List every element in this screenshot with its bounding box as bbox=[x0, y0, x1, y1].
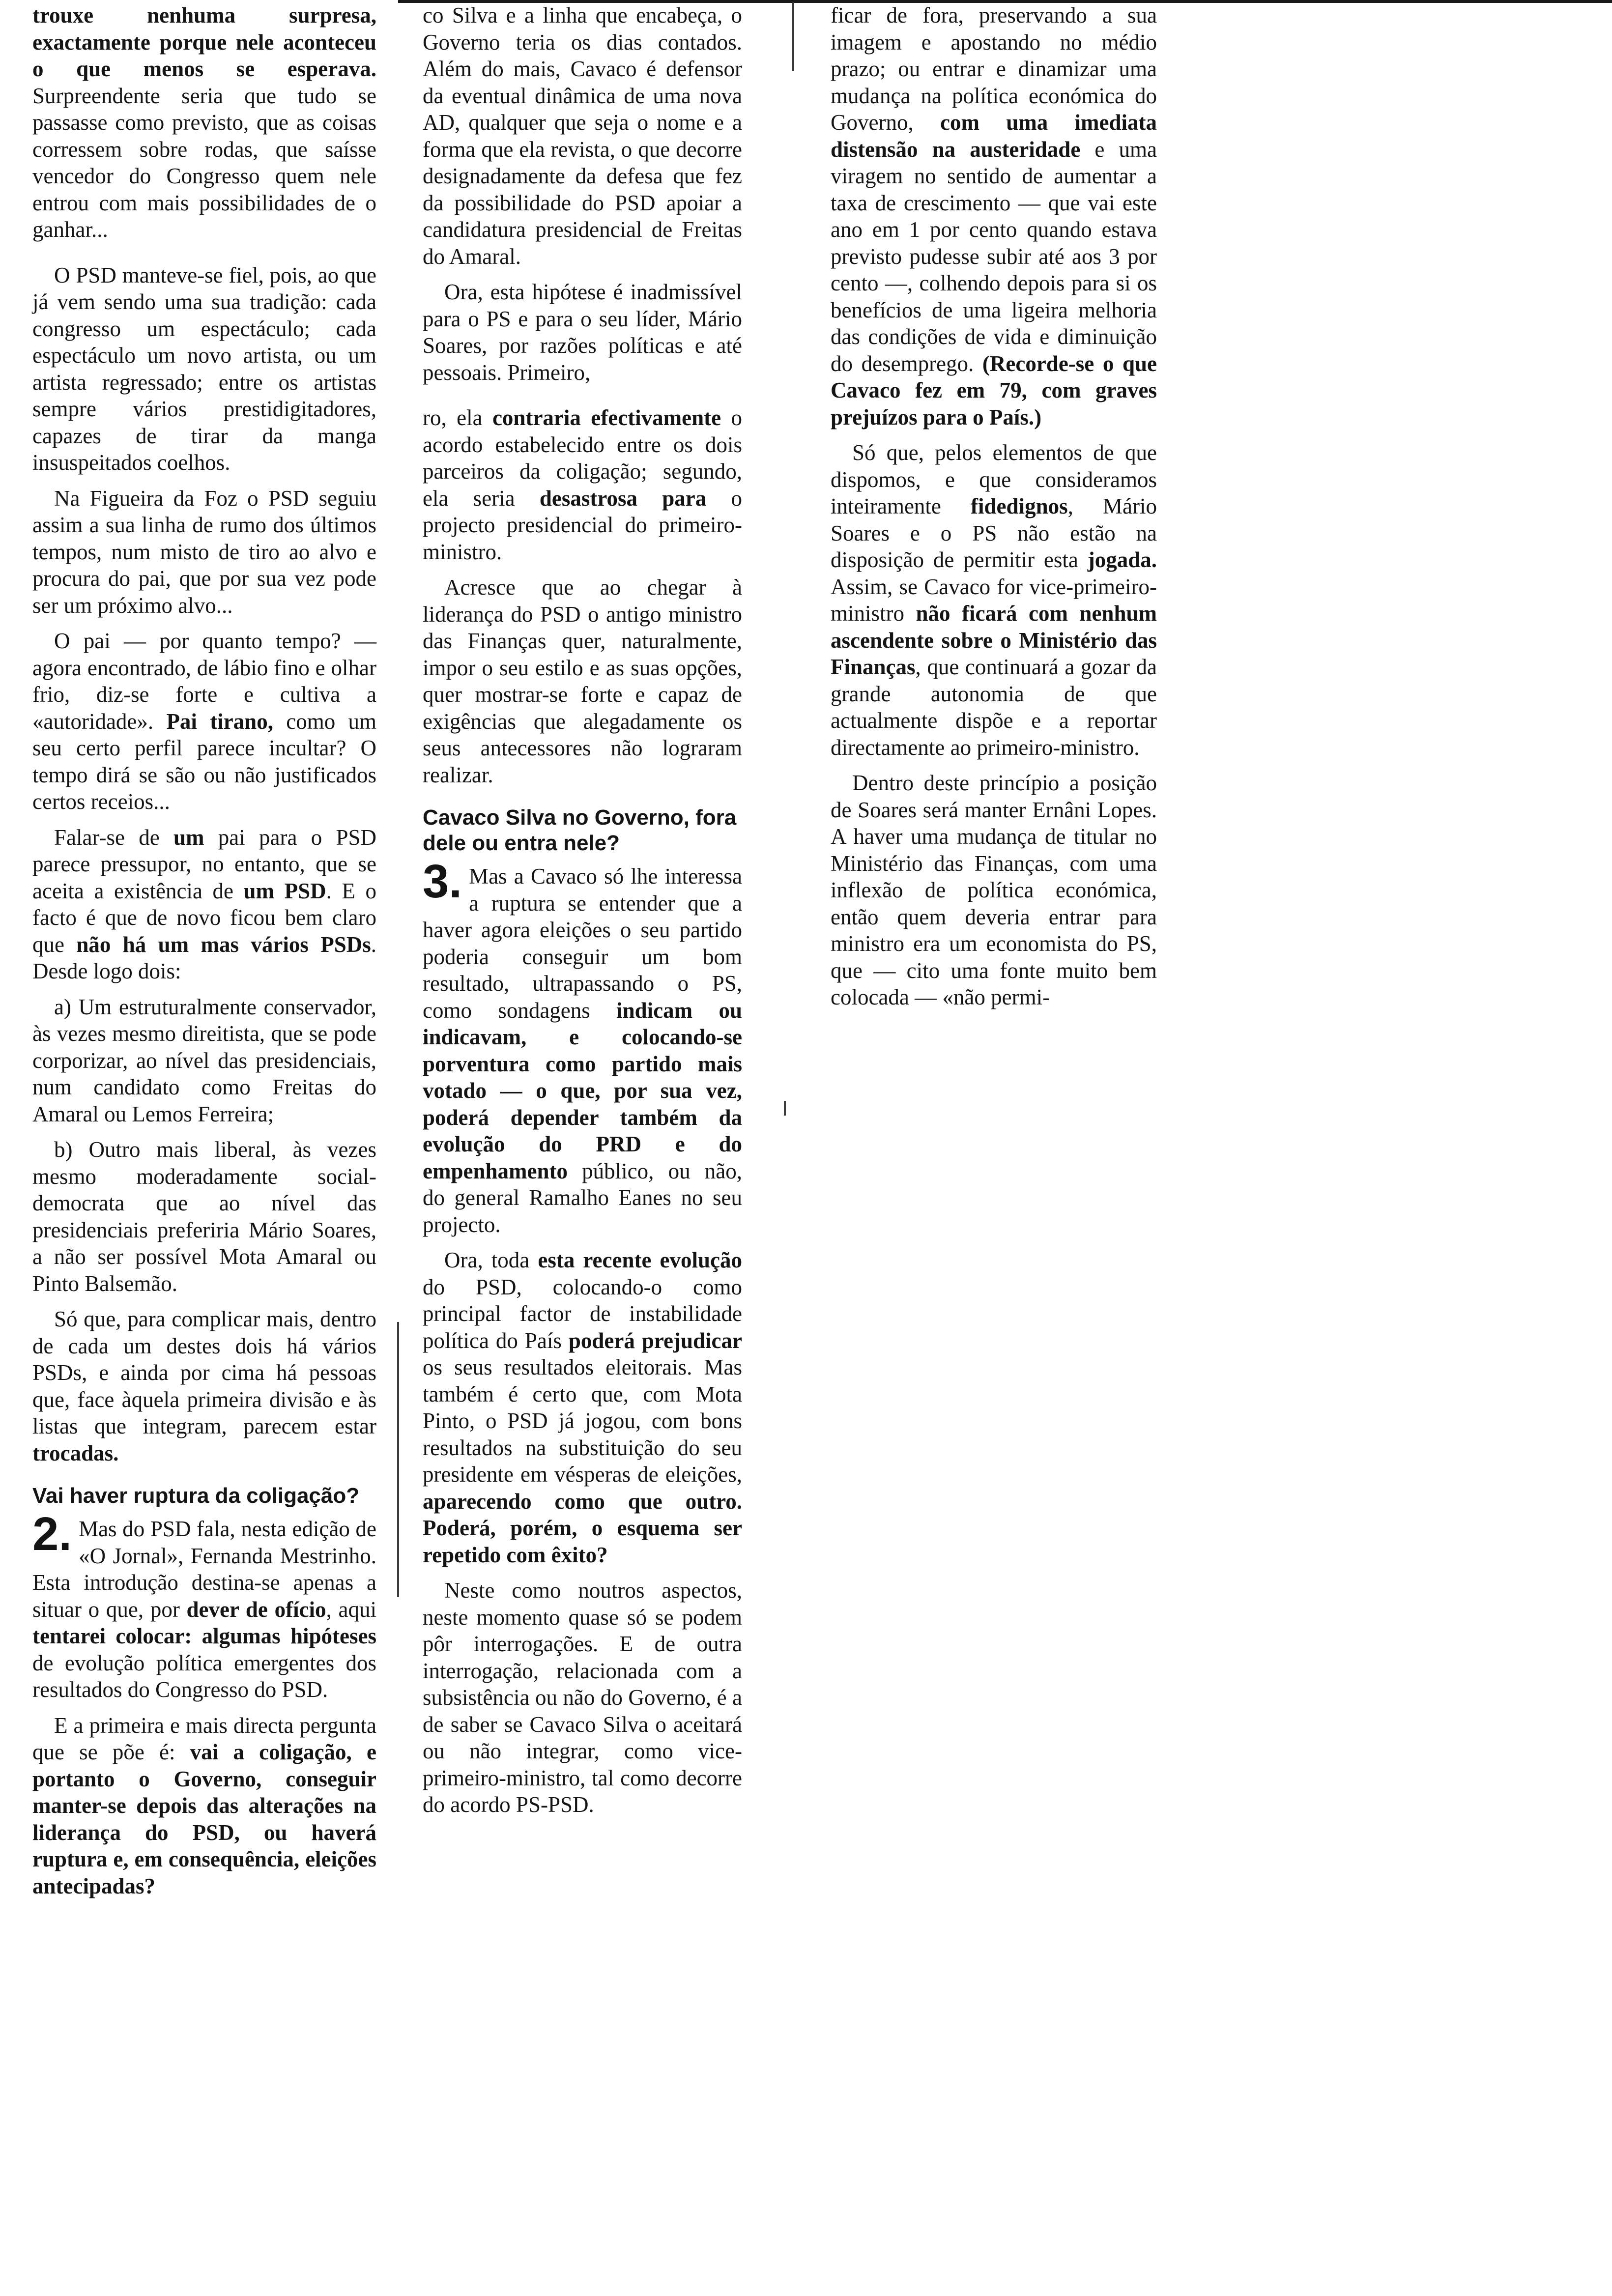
text: Surpreendente seria que tudo se passasse como previsto, que as coisas corressem sobre rodas, que saísse vencedor do Congresso quem nele entrou com mais possibilidades de o ganhar... bbox=[32, 83, 376, 242]
column-rule bbox=[784, 1101, 786, 1116]
paragraph bbox=[423, 1247, 742, 1568]
text: de evolução política emergentes dos resultados do Congresso do PSD. bbox=[32, 1650, 376, 1702]
text: . E o facto é que de novo ficou bem claro que bbox=[32, 878, 376, 957]
bold-text: poderá prejudicar bbox=[568, 1328, 742, 1353]
text: e uma viragem no sentido de aumentar a taxa de crescimento — que vai este ano em 1 por cento quando estava previsto pudesse subir até aos 3 por cento —, colhendo depois para si os benefícios de uma ligeira melhoria das condições de vida e diminuição do desemprego. bbox=[831, 137, 1157, 376]
bold-text: não ficará com nenhum ascendente sobre o Ministério das Finanças bbox=[831, 601, 1157, 679]
text: público, ou não, do general Ramalho Eanes no seu projecto. bbox=[423, 1158, 742, 1237]
paragraph bbox=[32, 1712, 376, 1900]
text: , aqui bbox=[326, 1597, 376, 1622]
text: o acordo estabelecido entre os dois parceiros da coligação; segundo, ela seria bbox=[423, 405, 742, 511]
bold-text: trocadas. bbox=[32, 1440, 119, 1465]
bold-text: jogada. bbox=[1087, 547, 1157, 572]
text: Falar-se de bbox=[54, 825, 174, 850]
paragraph: O PSD manteve-se fiel, pois, ao que já vem sendo uma sua tradição: cada congresso um espectáculo; cada espectáculo um novo artista, ou um artista regressado; entre os artistas sempre vários prestidigitadores, capazes de tirar da manga insuspeitados coelhos. bbox=[32, 262, 376, 475]
column-rule bbox=[397, 1322, 399, 1597]
text: E a primeira e mais directa pergunta que se põe é: bbox=[32, 1713, 376, 1764]
section-number: 3. bbox=[423, 855, 462, 908]
section-number: 2. bbox=[32, 1508, 72, 1560]
bold-text: contraria efectivamente bbox=[492, 405, 721, 430]
bold-text: não há um mas vários PSDs bbox=[76, 932, 371, 957]
paragraph: Ora, esta hipótese é inadmissível para o PS e para o seu líder, Mário Soares, por razões políticas e até pessoais. Primeiro, bbox=[423, 280, 742, 385]
column-rule bbox=[792, 2, 794, 71]
text: Ora, toda bbox=[444, 1248, 538, 1272]
section-heading: Vai haver ruptura da coligação? bbox=[32, 1484, 360, 1508]
bold-text: vai a coligação, e portanto o Governo, conseguir manter-se depois das alterações na liderança do PSD, ou haverá ruptura e, em consequência, eleições antecipadas? bbox=[32, 1740, 376, 1898]
text: como um seu certo perfil parece incultar? O tempo dirá se são ou não justificados certos receios... bbox=[32, 709, 377, 814]
text: pai para o PSD parece pressupor, no entanto, que se aceita a existência de bbox=[32, 825, 376, 903]
text: ficar de fora, preservando a sua imagem e apostando no médio prazo; ou entrar e dinamizar uma mudança na política económica do Governo, bbox=[831, 3, 1157, 135]
paragraph bbox=[32, 1508, 376, 1703]
paragraph bbox=[32, 824, 376, 985]
section-heading: Cavaco Silva no Governo, fora dele ou entra nele? bbox=[423, 805, 737, 855]
text: Mas do PSD fala, nesta edição de «O Jornal», Fernanda Mestrinho. Esta introdução destina-se apenas a situar o que, por bbox=[32, 1517, 376, 1622]
text: do PSD, colocando-o como principal factor de instabilidade política do País bbox=[423, 1274, 742, 1353]
bold-text: um PSD bbox=[243, 878, 326, 903]
bold-text: desastrosa para bbox=[539, 486, 707, 511]
text: Só que, para complicar mais, dentro de cada um destes dois há vários PSDs, e ainda por cima há pessoas que, face àquela primeira divisão e às listas que integram, parecem estar bbox=[32, 1307, 376, 1438]
paragraph bbox=[32, 2, 376, 243]
paragraph bbox=[831, 439, 1157, 761]
paragraph: Na Figueira da Foz o PSD seguiu assim a sua linha de rumo dos últimos tempos, num misto de tiro ao alvo e procura do pai, que por sua vez pode ser um próximo alvo... bbox=[32, 486, 376, 618]
text: Só que, pelos elementos de que dispomos, e que consideramos inteiramente bbox=[831, 440, 1157, 518]
text: ro, ela bbox=[423, 405, 492, 430]
paragraph: a) Um estruturalmente conservador, às vezes mesmo direitista, que se pode corporizar, ao nível das presidenciais, num candidato como Freitas do Amaral ou Lemos Ferreira; bbox=[32, 994, 376, 1126]
bold-text: trouxe nenhuma surpresa, exactamente porque nele aconteceu o que menos se esperava. bbox=[32, 3, 376, 81]
bold-text: tentarei colocar: algumas hipóteses bbox=[32, 1624, 376, 1648]
bold-text: aparecendo como que outro. Poderá, porém, o esquema ser repetido com êxito? bbox=[423, 1489, 742, 1567]
paragraph: Acresce que ao chegar à liderança do PSD o antigo ministro das Finanças quer, naturalmente, impor o seu estilo e as suas opções, quer mostrar-se forte e capaz de exigências que alegadamente os seus antecessores não lograram realizar. bbox=[423, 575, 742, 787]
bold-text: fidedignos bbox=[971, 494, 1068, 518]
article-column-3 bbox=[831, 2, 1157, 1020]
text: Assim, se Cavaco for vice-primeiro-ministro bbox=[831, 574, 1157, 626]
paragraph: b) Outro mais liberal, às vezes mesmo moderadamente social-democrata que ao nível das presidenciais preferiria Mário Soares, a não ser possível Mota Amaral ou Pinto Balsemão. bbox=[32, 1137, 376, 1296]
paragraph: Neste como noutros aspectos, neste momento quase só se podem pôr interrogações. E de outra interrogação, relacionada com a subsistência ou não do Governo, é a de saber se Cavaco Silva o aceitará ou não integrar, como vice-primeiro-ministro, tal como decorre do acordo PS-PSD. bbox=[423, 1578, 742, 1817]
paragraph: co Silva e a linha que encabeça, o Governo teria os dias contados. Além do mais, Cavaco é defensor da eventual dinâmica de uma nova AD, qualquer que seja o nome e a forma que ela revista, o que decorre designadamente da defesa que fez da possibilidade do PSD apoiar a candidatura presidencial de Freitas do Amaral. bbox=[423, 3, 742, 269]
paragraph bbox=[423, 404, 742, 565]
text: os seus resultados eleitorais. Mas também é certo que, com Mota Pinto, o PSD já jogou, com bons resultados na substituição do seu presidente em vésperas de eleições, bbox=[423, 1355, 742, 1487]
paragraph bbox=[32, 1306, 376, 1466]
bold-text: esta recente evolução bbox=[538, 1248, 743, 1272]
paragraph bbox=[831, 2, 1157, 430]
text: O pai — por quanto tempo? — agora encontrado, de lábio fino e olhar frio, diz-se forte e cultiva a «autoridade». bbox=[32, 629, 376, 734]
bold-text: um bbox=[173, 825, 204, 850]
text: Mas a Cavaco só lhe interessa a ruptura se entender que a haver agora eleições o seu partido poderia conseguir um bom resultado, ultrapassando o PS, como sondagens bbox=[423, 864, 742, 1023]
paragraph: Dentro deste princípio a posição de Soares será manter Ernâni Lopes. A haver uma mudança de titular no Ministério das Finanças, com uma inflexão de política económica, então quem deveria entrar para ministro era um economista do PS, que — cito uma fonte muito bem colocada — «não permi- bbox=[831, 771, 1157, 1009]
text: , Mário Soares e o PS não estão na disposição de permitir esta bbox=[831, 494, 1157, 572]
paragraph bbox=[32, 628, 376, 815]
bold-text: dever de ofício bbox=[186, 1597, 326, 1622]
bold-text: (Recorde-se o que Cavaco fez em 79, com graves prejuízos para o País.) bbox=[831, 351, 1157, 430]
text: . Desde logo dois: bbox=[32, 932, 376, 983]
article-column-1 bbox=[32, 2, 376, 1908]
text: o projecto presidencial do primeiro-ministro. bbox=[423, 486, 743, 564]
paragraph bbox=[423, 855, 743, 1238]
bold-text: indicam ou indicavam, e colocando-se porventura como partido mais votado — o que, por sua vez, poderá depender também da evolução do PRD e do empenhamento bbox=[423, 998, 743, 1183]
article-column-2 bbox=[423, 2, 742, 1827]
text: , que continuará a gozar da grande autonomia de que actualmente dispõe e a reportar directamente ao primeiro-ministro. bbox=[831, 655, 1157, 760]
bold-text: Pai tirano, bbox=[153, 709, 273, 734]
bold-text: com uma imediata distensão na austeridade bbox=[831, 110, 1157, 162]
